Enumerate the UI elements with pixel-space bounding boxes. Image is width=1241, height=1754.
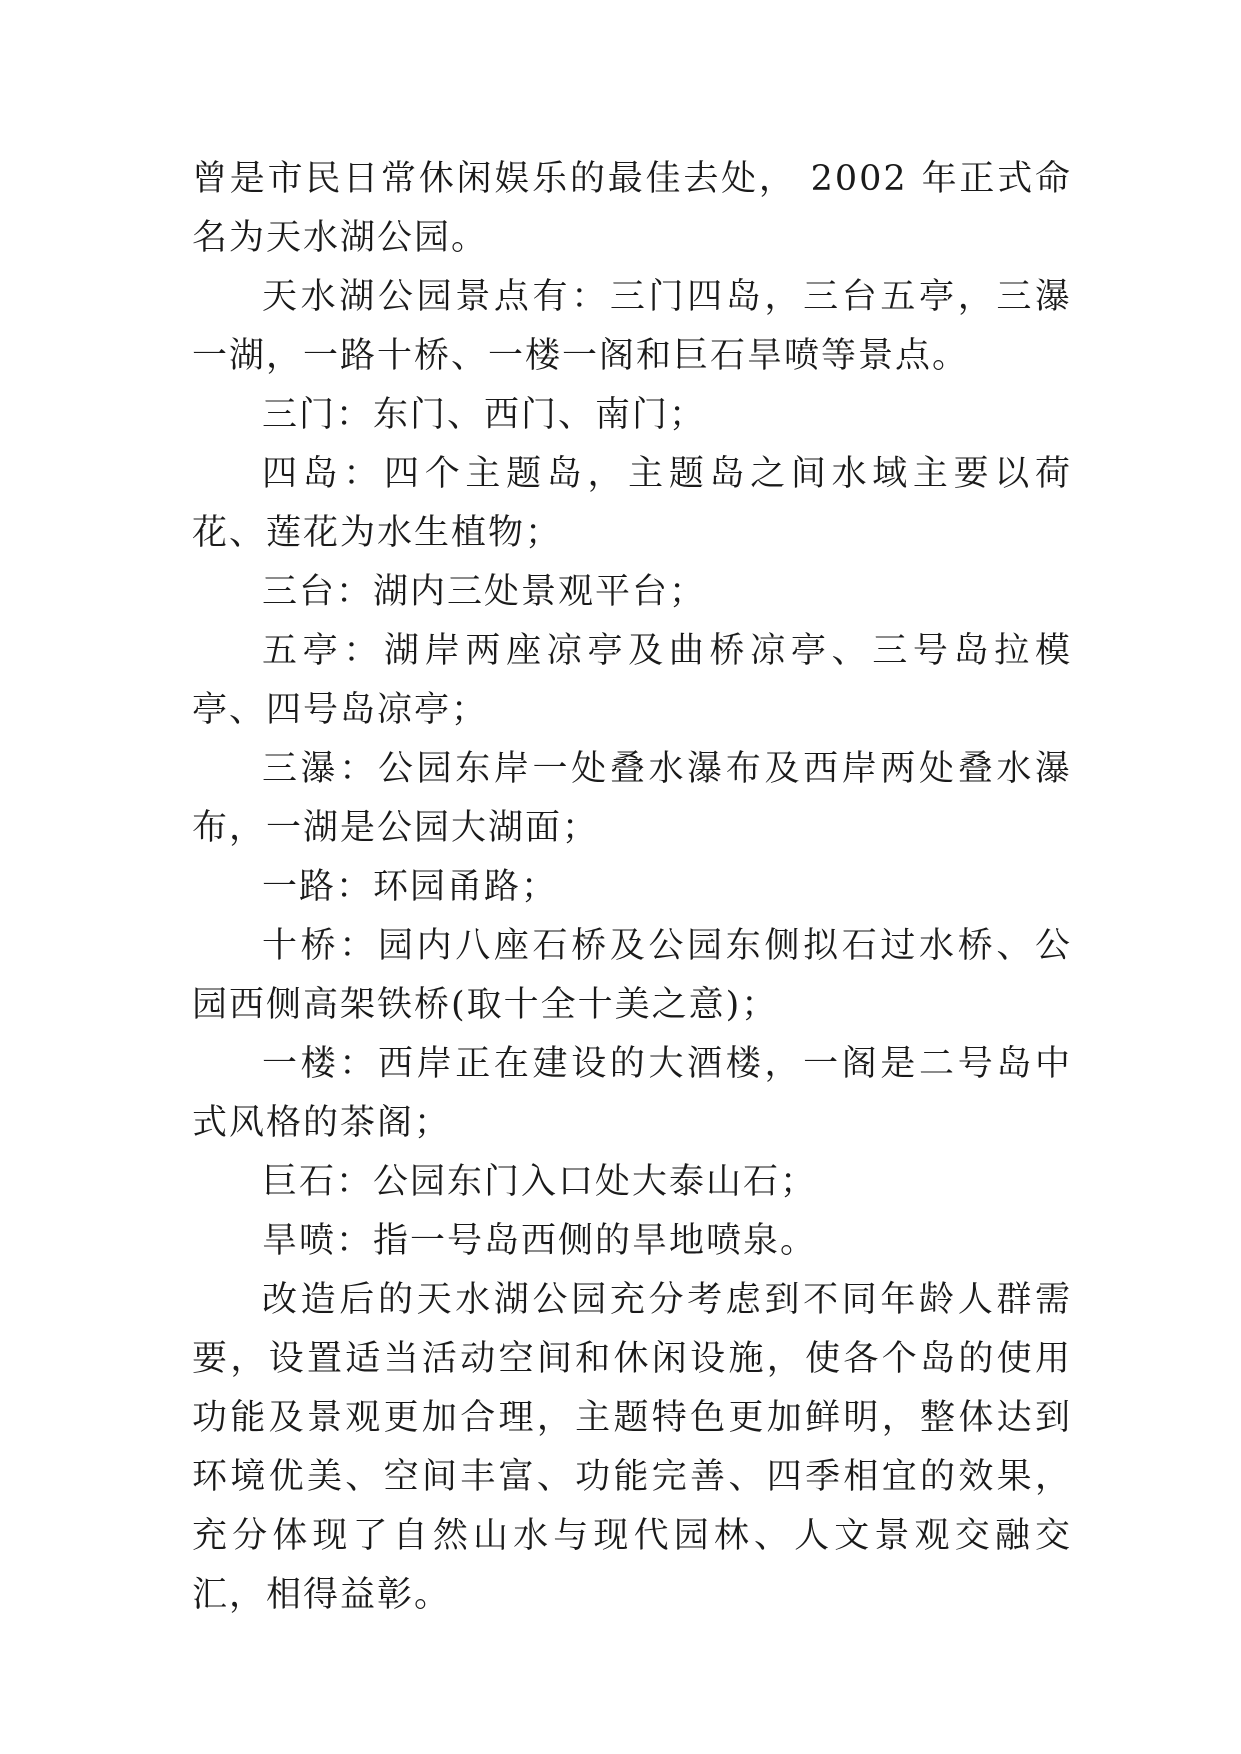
- paragraph-three-waterfalls: 三瀑：公园东岸一处叠水瀑布及西岸两处叠水瀑布，一湖是公园大湖面；: [192, 749, 1072, 848]
- paragraph-five-pavilions: 五亭：湖岸两座凉亭及曲桥凉亭、三号岛拉模亭、四号岛凉亭；: [192, 631, 1072, 730]
- paragraph-attractions-overview: 天水湖公园景点有：三门四岛，三台五亭，三瀑一湖，一路十桥、一楼一阁和巨石旱喷等景点。: [192, 277, 1072, 376]
- paragraph-three-gates: 三门：东门、西门、南门；: [262, 395, 707, 435]
- paragraph-dry-fountain: 旱喷：指一号岛西侧的旱地喷泉。: [262, 1221, 818, 1261]
- paragraph-four-islands: 四岛：四个主题岛，主题岛之间水域主要以荷花、莲花为水生植物；: [192, 454, 1072, 553]
- paragraph-ten-bridges: 十桥：园内八座石桥及公园东侧拟石过水桥、公园西侧高架铁桥(取十全十美之意)；: [192, 926, 1072, 1025]
- paragraph-restaurant-pavilion: 一楼：西岸正在建设的大酒楼，一阁是二号岛中式风格的茶阁；: [192, 1044, 1072, 1143]
- paragraph-giant-rock: 巨石：公园东门入口处大泰山石；: [262, 1162, 818, 1202]
- paragraph-one-road: 一路：环园甬路；: [262, 867, 559, 907]
- paragraph-three-platforms: 三台：湖内三处景观平台；: [262, 572, 707, 612]
- paragraph-park-history: 曾是市民日常休闲娱乐的最佳去处， 2002 年正式命名为天水湖公园。: [192, 159, 1072, 258]
- document-body: [192, 150, 1072, 1625]
- paragraph-renovation-summary: 改造后的天水湖公园充分考虑到不同年龄人群需要，设置适当活动空间和休闲设施，使各个岛的使用功能及景观更加合理，主题特色更加鲜明，整体达到环境优美、空间丰富、功能完善、四季相宜的效果，充分体现了自然山水与现代园林、人文景观交融交汇，相得益彰。: [192, 1280, 1072, 1615]
